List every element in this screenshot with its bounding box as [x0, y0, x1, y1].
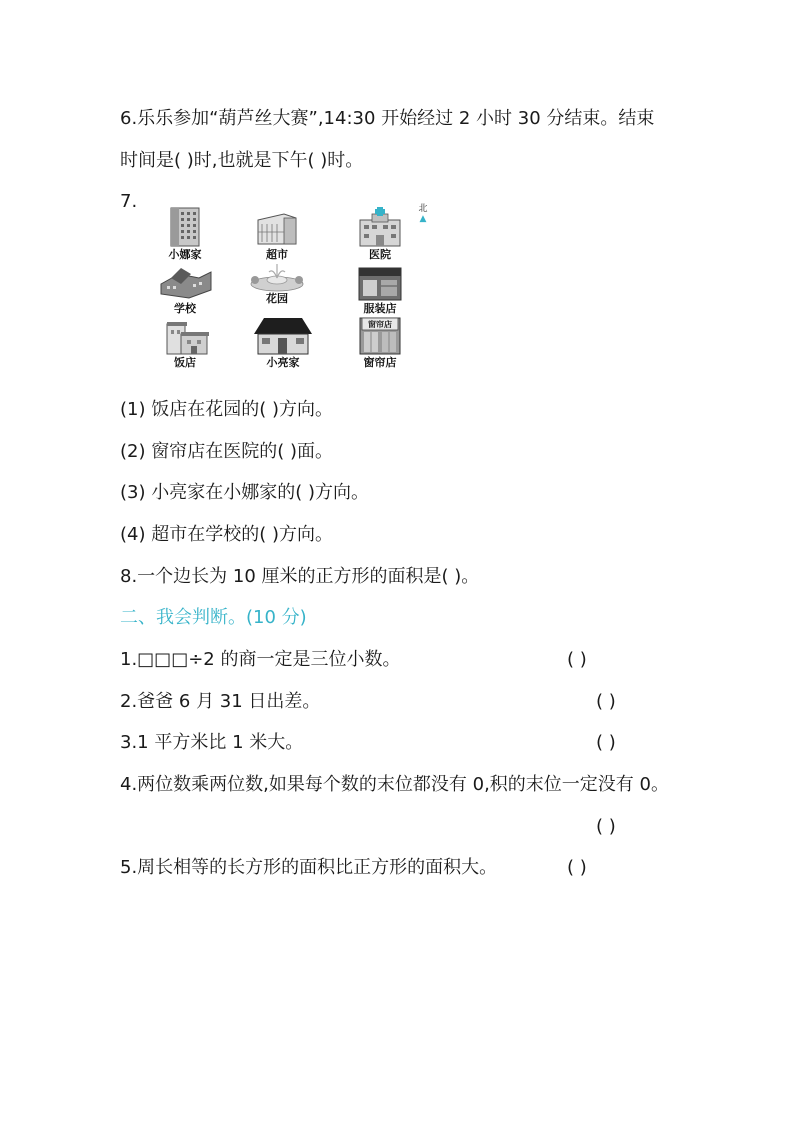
house-icon	[252, 314, 314, 356]
q7-number: 7.	[120, 191, 138, 212]
question-8: 8.一个边长为 10 厘米的正方形的面积是( )。	[120, 566, 480, 587]
building-hospital	[345, 206, 415, 262]
judgment-item-1: 1.□□□÷2 的商一定是三位小数。	[120, 649, 401, 670]
judgment-item-5: 5.周长相等的长方形的面积比正方形的面积大。	[120, 857, 498, 878]
q6-line2: 时间是( )时,也就是下午( )时。	[120, 150, 364, 171]
judgment-item-2: 2.爸爸 6 月 31 日出差。	[120, 691, 321, 712]
office-building-icon	[165, 206, 205, 248]
building-label: 超市	[266, 248, 288, 261]
building-supermarket	[242, 210, 312, 262]
building-xiaoliang-home	[248, 314, 318, 370]
building-label: 饭店	[174, 356, 196, 369]
building-xiaona-home	[150, 206, 220, 262]
q6-line1: 6.乐乐参加“葫芦丝大赛”,14:30 开始经过 2 小时 30 分结束。结束	[120, 108, 655, 129]
building-restaurant	[150, 318, 220, 370]
shop-sign: 窗帘店	[368, 319, 392, 329]
building-label: 医院	[369, 248, 391, 261]
answer-paren-3: ( )	[596, 732, 616, 753]
building-garden	[242, 258, 312, 306]
north-indicator	[417, 204, 429, 224]
north-label: 北	[418, 204, 428, 214]
building-school	[150, 264, 220, 316]
direction-map	[150, 204, 440, 376]
school-icon	[155, 264, 215, 302]
q7-sub-1: (1) 饭店在花园的( )方向。	[120, 399, 333, 420]
building-label: 小亮家	[266, 356, 300, 369]
supermarket-icon	[254, 210, 300, 248]
judgment-item-3: 3.1 平方米比 1 米大。	[120, 732, 304, 753]
fountain-garden-icon	[249, 258, 305, 292]
section-2-title: 二、我会判断。(10 分)	[120, 607, 307, 628]
building-curtain-shop	[345, 316, 415, 370]
judgment-item-4: 4.两位数乘两位数,如果每个数的末位都没有 0,积的末位一定没有 0。	[120, 774, 669, 795]
building-label: 花园	[266, 292, 288, 305]
q7-sub-4: (4) 超市在学校的( )方向。	[120, 524, 333, 545]
q7-sub-3: (3) 小亮家在小娜家的( )方向。	[120, 482, 369, 503]
answer-paren-2: ( )	[596, 691, 616, 712]
building-label: 服装店	[363, 302, 397, 315]
building-label: 学校	[174, 302, 196, 315]
clothing-store-icon	[355, 262, 405, 302]
building-label: 窗帘店	[363, 356, 397, 369]
hospital-icon	[354, 206, 406, 248]
restaurant-icon	[159, 318, 211, 356]
north-arrow-icon: ▲	[419, 214, 427, 224]
answer-paren-4: ( )	[596, 816, 616, 837]
answer-paren-5: ( )	[567, 857, 587, 878]
answer-paren-1: ( )	[567, 649, 587, 670]
curtain-shop-icon	[358, 316, 402, 356]
building-label: 小娜家	[168, 248, 202, 261]
building-clothing-store	[345, 262, 415, 316]
q7-sub-2: (2) 窗帘店在医院的( )面。	[120, 441, 333, 462]
